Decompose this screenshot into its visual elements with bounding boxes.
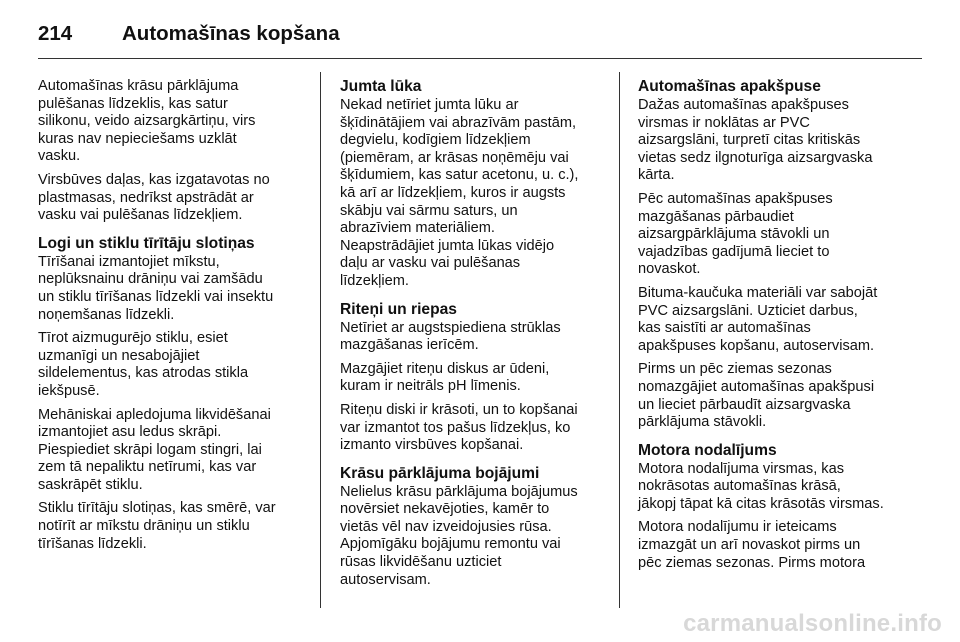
paragraph: Mazgājiet riteņu diskus ar ūdeni, kuram ir neitrāls pH līmenis. xyxy=(340,360,550,395)
text-column-3 xyxy=(638,78,910,578)
chapter-title: Automašīnas kopšana xyxy=(122,22,340,45)
column-divider-2 xyxy=(619,72,620,608)
watermark-text: carmanualsonline.info xyxy=(683,610,942,637)
paragraph: Motora nodalījumu ir ieteicams izmazgāt un arī novaskot pirms un pēc ziemas sezonas. Pirms motora xyxy=(638,519,866,571)
section-heading: Logi un stiklu tīrītāju slotiņas xyxy=(38,234,255,252)
paragraph: Pēc automašīnas apakšpuses mazgāšanas pārbaudiet aizsargpārklājuma stāvokli un vajadzības gadījumā lieciet to novaskot. xyxy=(638,190,833,278)
paragraph: Riteņu diski ir krāsoti, un to kopšanai var izmantot tos pašus līdzekļus, ko izmanto virsbūves kopšanai. xyxy=(340,401,578,454)
paragraph: Motora nodalījuma virsmas, kas nokrāsotas automašīnas krāsā, jākopj tāpat kā citas krāsotās virsmas. xyxy=(638,460,884,512)
paragraph: Automašīnas krāsu pārklājuma pulēšanas līdzeklis, kas satur silikonu, veido aizsargkārtiņu, virs kuras nav nepieciešams uzklāt vasku. xyxy=(38,78,256,165)
paragraph: Stiklu tīrītāju slotiņas, kas smērē, var notīrīt ar mīkstu drāniņu un stiklu tīrīšanas līdzekli. xyxy=(38,500,276,552)
section-heading: Jumta lūka xyxy=(340,78,422,95)
page-header xyxy=(38,22,340,52)
paragraph: Pirms un pēc ziemas sezonas nomazgājiet automašīnas apakšpusi un lieciet pārbaudīt aizsargvaska pārklājuma stāvokli. xyxy=(638,361,875,431)
section-heading: Krāsu pārklājuma bojājumi xyxy=(340,464,540,482)
text-column-2 xyxy=(340,78,610,595)
page-number: 214 xyxy=(38,22,73,45)
text-column-1 xyxy=(38,78,306,559)
section-heading: Motora nodalījums xyxy=(638,441,777,459)
paragraph: Tīrot aizmugurējo stiklu, esiet uzmanīgi un nesabojājiet sildelementus, kas atrodas stikla iekšpusē. xyxy=(38,330,249,399)
paragraph: Bituma-kaučuka materiāli var sabojāt PVC aizsargslāni. Uzticiet darbus, kas saistīti ar automašīnas apakšpuses kopšanu, autoservisam. xyxy=(638,284,878,354)
column-divider-1 xyxy=(320,72,321,608)
paragraph: Nelielus krāsu pārklājuma bojājumus novērsiet nekavējoties, kamēr to vietās vēl nav izveidojusies rūsa. Apjomīgāku bojājumu remontu vai rūsas likvidēšanu uzticiet autoservisam. xyxy=(340,483,578,588)
paragraph: Netīriet ar augstspiediena strūklas mazgāšanas ierīcēm. xyxy=(340,319,561,354)
paragraph: Nekad netīriet jumta lūku ar šķīdinātājiem vai abrazīvām pastām, degvielu, kodīgiem līdzekļiem (piemēram, ar krāsas noņēmēju vai šķīdumiem, kas satur acetonu, u. c.), kā arī ar līdzekļiem, kuros ir augsts skābju vai sārmu saturs, un abrazīviem materiāliem. Neapstrādājiet jumta lūkas vidējo daļu ar vasku vai pulēšanas līdzekļiem. xyxy=(340,97,579,289)
paragraph: Mehāniskai apledojuma likvidēšanai izmantojiet asu ledus skrāpi. Piespiediet skrāpi logam stingri, lai zem tā nepaliktu netīrumi, kas var saskrāpēt stiklu. xyxy=(38,406,271,493)
paragraph: Dažas automašīnas apakšpuses virsmas ir noklātas ar PVC aizsargslāni, turpretī citas kritiskās vietas sedz ilgnoturīga aizsargvaska kārta. xyxy=(638,97,873,184)
paragraph: Tīrīšanai izmantojiet mīkstu, neplūksnainu drāniņu vai zamšādu un stiklu tīrīšanas līdzekli vai insektu noņemšanas līdzekli. xyxy=(38,253,274,323)
header-divider xyxy=(38,58,922,59)
paragraph: Virsbūves daļas, kas izgatavotas no plastmasas, nedrīkst apstrādāt ar vasku vai pulēšanas līdzekļiem. xyxy=(38,171,270,224)
section-heading: Automašīnas apakšpuse xyxy=(638,78,821,95)
section-heading: Riteņi un riepas xyxy=(340,300,457,318)
